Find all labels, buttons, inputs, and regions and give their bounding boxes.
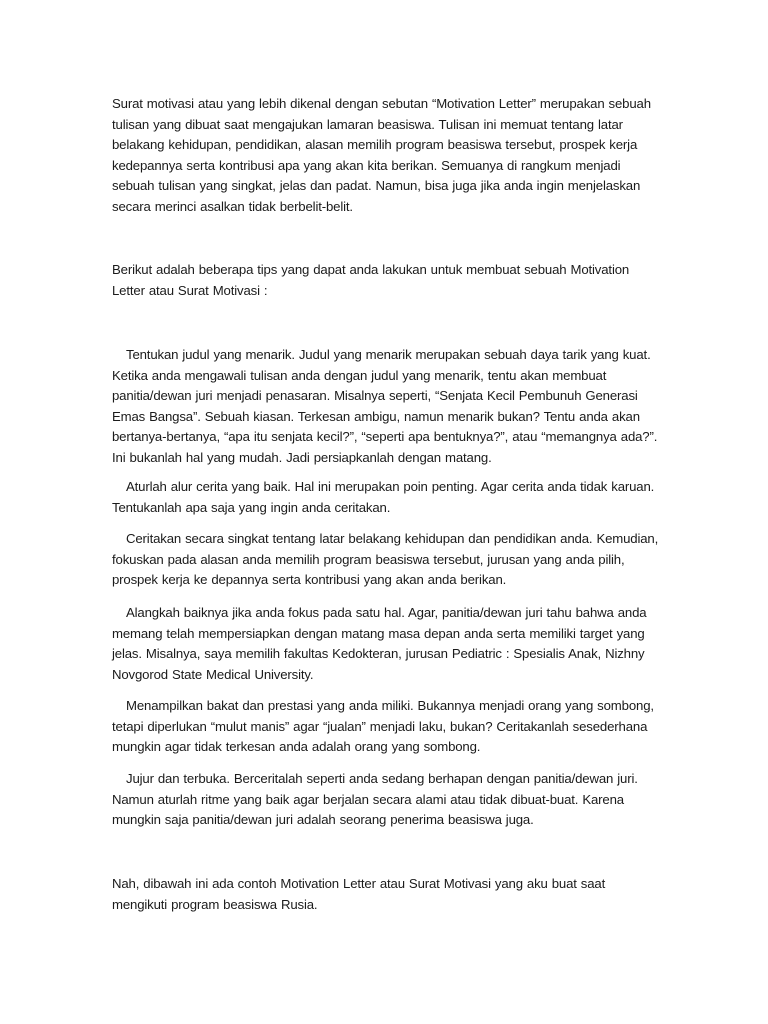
intro-paragraph: Surat motivasi atau yang lebih dikenal dengan sebutan “Motivation Letter” merupakan sebuah tulisan yang dibuat saat mengajukan lamaran beasiswa. Tulisan ini memuat tentang latar belakang kehidupan, pendidikan, alasan memilih program beasiswa tersebut, prospek kerja kedepannya serta kontribusi apa yang akan kita berikan. Semuanya di rangkum menjadi sebuah tulisan yang singkat, jelas dan padat. Namun, bisa juga jika anda ingin menjelaskan secara merinci asalkan tidak berbelit-belit. xyxy=(112,96,651,214)
tip-paragraph-latar-belakang: Ceritakan secara singkat tentang latar belakang kehidupan dan pendidikan anda. Kemudian, fokuskan pada alasan anda memilih program beasiswa tersebut, jurusan yang anda pilih, prospek kerja ke depannya serta kontribusi yang akan anda berikan. xyxy=(112,531,659,587)
closing-paragraph: Nah, dibawah ini ada contoh Motivation Letter atau Surat Motivasi yang aku buat saat mengikuti program beasiswa Rusia. xyxy=(112,876,606,912)
tip-paragraph-alur: Aturlah alur cerita yang baik. Hal ini merupakan poin penting. Agar cerita anda tidak karuan. Tentukanlah apa saja yang ingin anda ceritakan. xyxy=(112,479,655,515)
tip-paragraph-bakat: Menampilkan bakat dan prestasi yang anda miliki. Bukannya menjadi orang yang sombong, tetapi diperlukan “mulut manis” agar “jualan” menjadi laku, bukan? Ceritakanlah sesederhana mungkin agar tidak terkesan anda adalah orang yang sombong. xyxy=(112,698,654,754)
tips-lead-paragraph: Berikut adalah beberapa tips yang dapat anda lakukan untuk membuat sebuah Motivation Letter atau Surat Motivasi : xyxy=(112,262,630,298)
tip-paragraph-fokus: Alangkah baiknya jika anda fokus pada satu hal. Agar, panitia/dewan juri tahu bahwa anda memang telah mempersiapkan dengan matang masa depan anda serta memiliki target yang jelas. Misalnya, saya memilih fakultas Kedokteran, jurusan Pediatric : Spesialis Anak, Nizhny Novgorod State Medical University. xyxy=(112,605,647,682)
tip-paragraph-judul: Tentukan judul yang menarik. Judul yang menarik merupakan sebuah daya tarik yang kuat. Ketika anda mengawali tulisan anda dengan judul yang menarik, tentu akan membuat panitia/dewan juri menjadi penasaran. Misalnya seperti, “Senjata Kecil Pembunuh Generasi Emas Bangsa”. Sebuah kiasan. Terkesan ambigu, namun menarik bukan? Tentu anda akan bertanya-bertanya, “apa itu senjata kecil?”, “seperti apa bentuknya?”, atau “memangnya ada?”. Ini bukanlah hal yang mudah. Jadi persiapkanlah dengan matang. xyxy=(112,347,658,465)
tip-paragraph-jujur: Jujur dan terbuka. Berceritalah seperti anda sedang berhapan dengan panitia/dewan juri. Namun aturlah ritme yang baik agar berjalan secara alami atau tidak dibuat-buat. Karena mungkin saja panitia/dewan juri adalah seorang penerima beasiswa juga. xyxy=(112,771,638,827)
